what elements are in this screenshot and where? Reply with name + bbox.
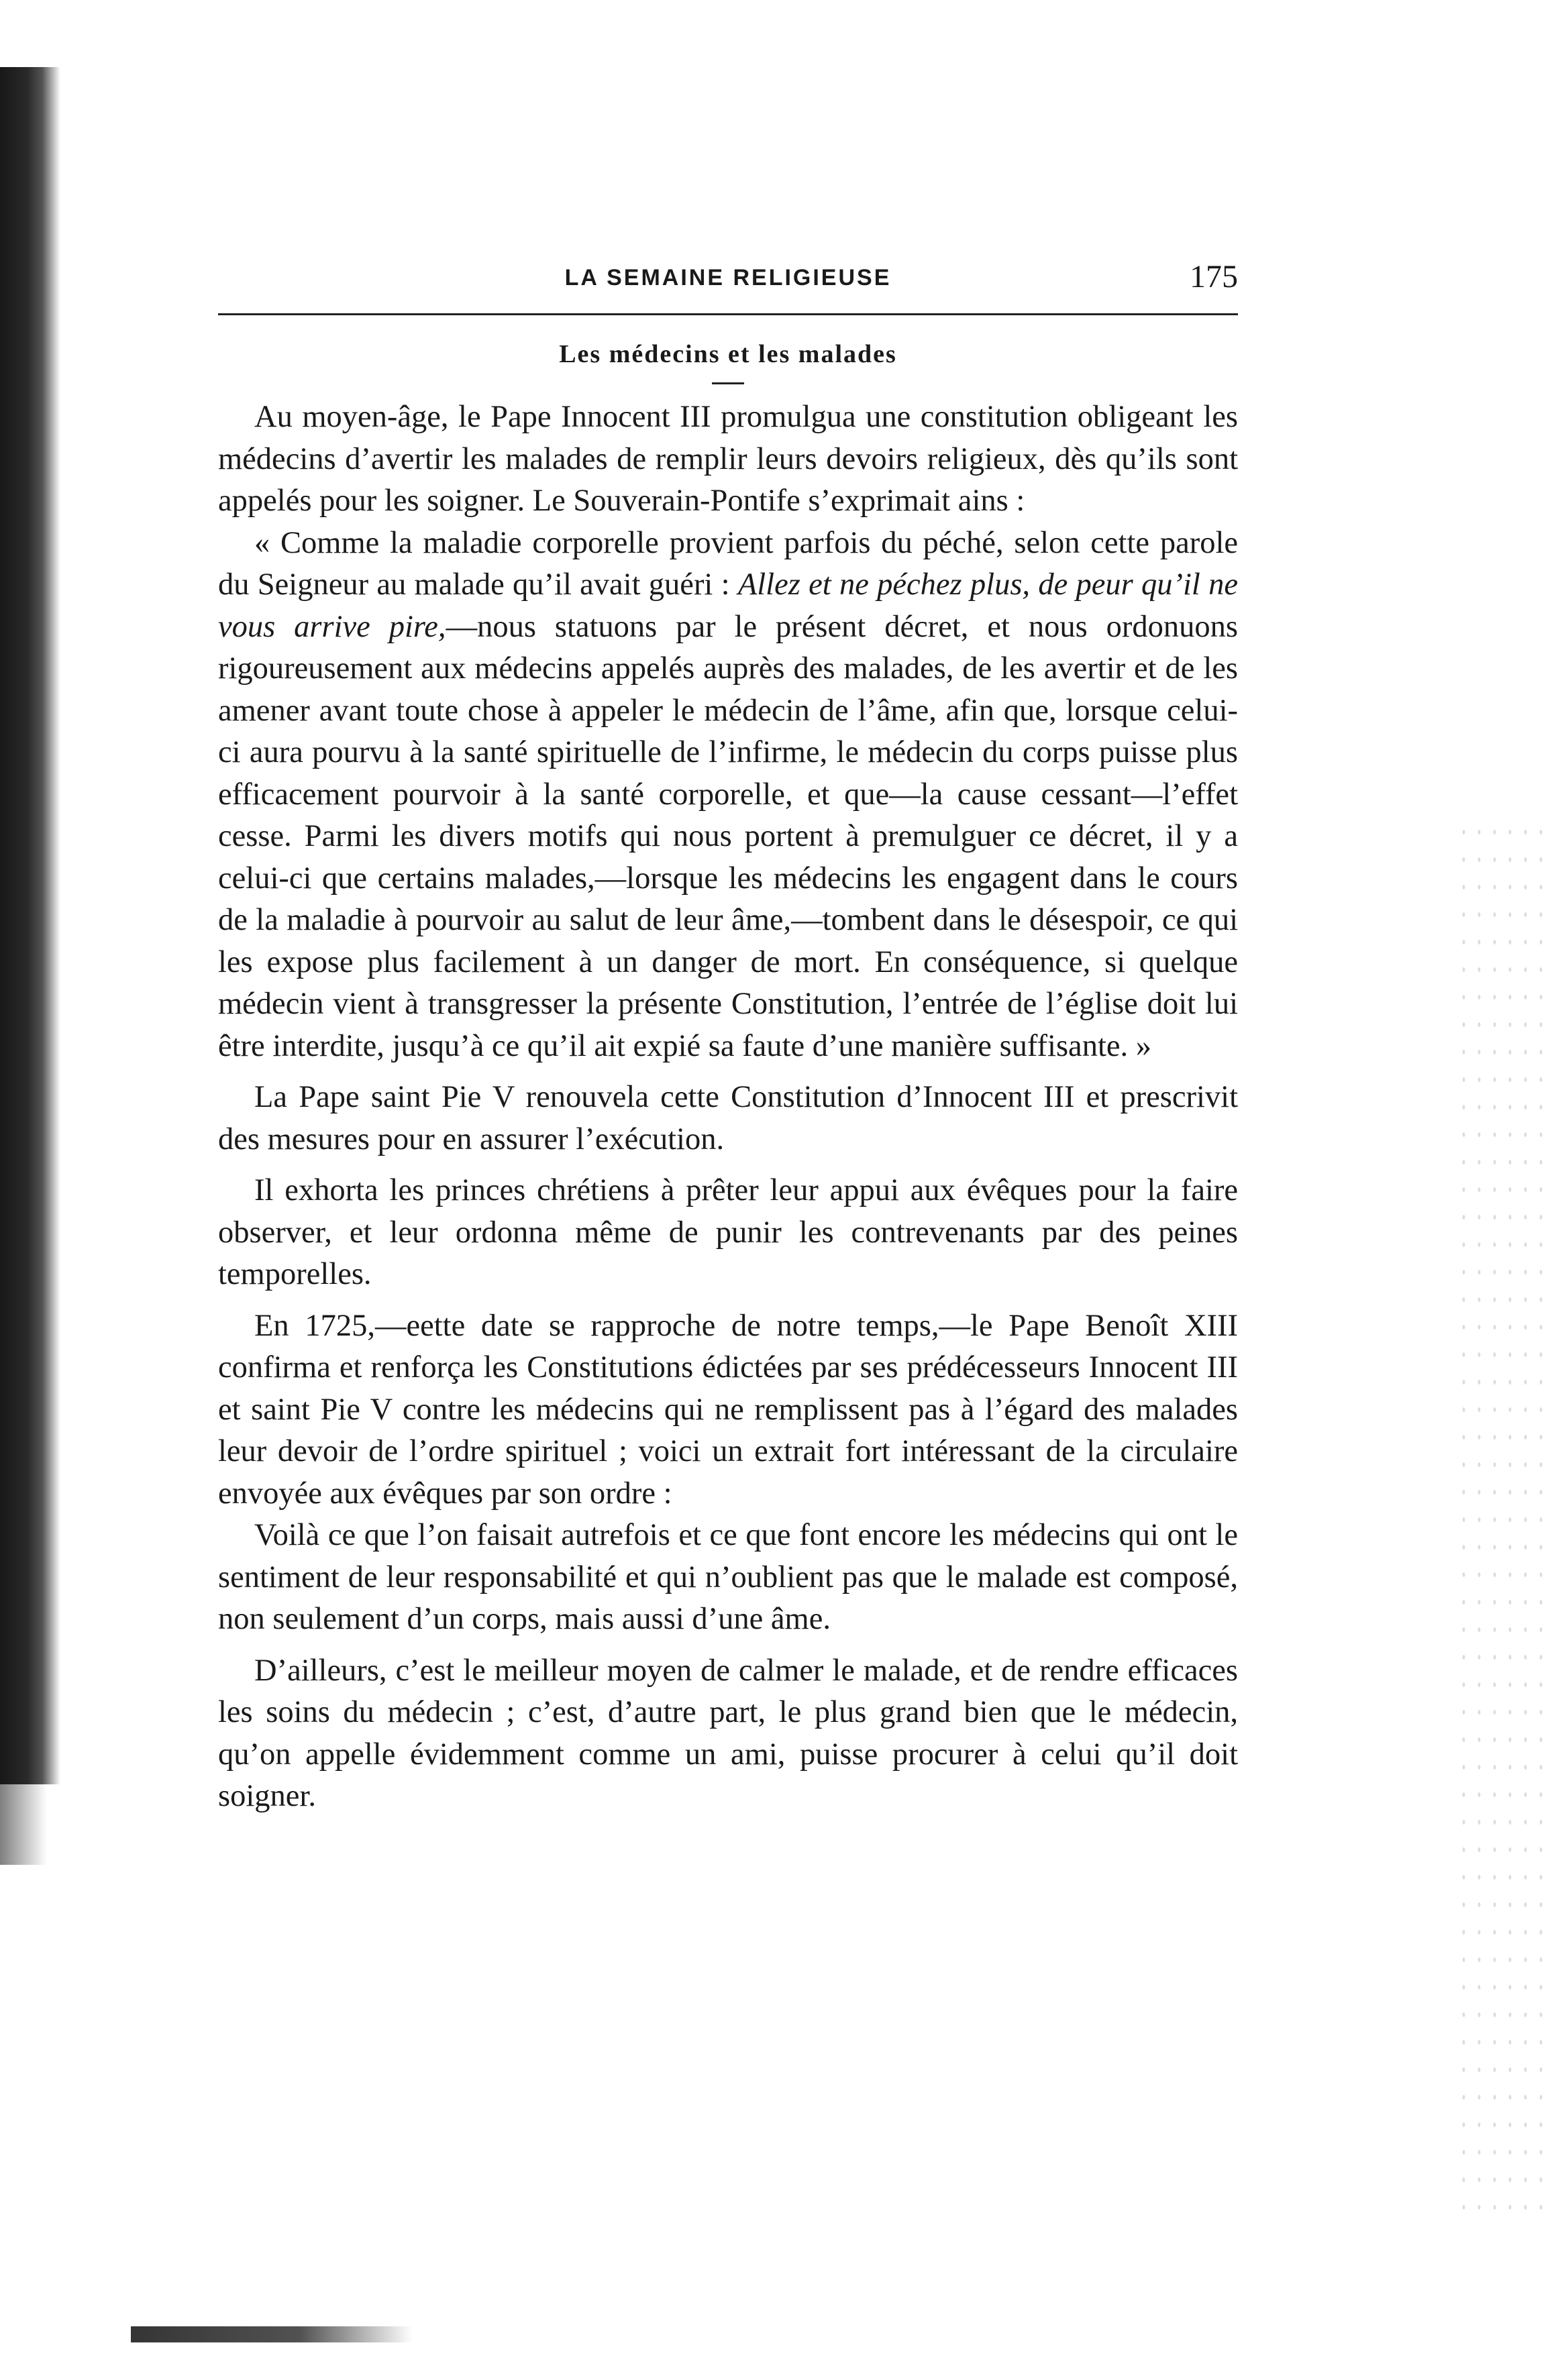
- running-header: [218, 258, 1238, 299]
- paragraph-6: Voilà ce que l’on faisait autrefois et ce que font encore les médecins qui ont le sentiment de leur responsabilité et qui n’oublient pas que le malade est composé, non seulement d’un corps, mais aussi d’une âme.: [218, 1518, 1238, 1636]
- paragraph-3: La Pape saint Pie V renouvela cette Constitution d’Innocent III et prescrivit des mesures pour en assurer l’exécution.: [218, 1080, 1238, 1156]
- header-rule: [218, 313, 1238, 315]
- quote-scripture-italic: Allez et ne péchez plus, de peur qu’il ne vous arrive pire,: [218, 567, 1238, 644]
- article-body: [218, 396, 1238, 1818]
- scan-binding-shadow-lower: [0, 1784, 47, 1865]
- paragraph-4: Il exhorta les princes chrétiens à prêter leur appui aux évêques pour la faire observer, et leur ordonna même de punir les contrevenants par des peines temporelles.: [218, 1173, 1238, 1291]
- scan-margin-noise: [1456, 818, 1543, 2214]
- scan-binding-shadow: [0, 67, 60, 1784]
- quote-text-rest: —nous statuons par le présent décret, et nous ordonuons rigoureusement aux médecins appelés auprès des malades, de les avertir et de les amener avant toute chose à appeler le médecin de l’âme, afin que, lorsque celui-ci aura pourvu à la santé spirituelle de l’infirme, le médecin du corps puisse plus efficacement pourvoir à la santé corporelle, et que—la cause cessant—l’effet cesse. Parmi les divers motifs qui nous portent à premulguer ce décret, il y a celui-ci que certains malades,—lorsque les médecins les engagent dans le cours de la maladie à pourvoir au salut de leur âme,—tombent dans le désespoir, ce qui les expose plus facilement à un danger de mort. En conséquence, si quelque médecin vient à transgresser la présente Constitution, l’entrée de l’église doit lui être interdite, jusqu’à ce qu’il ait expié sa faute d’une manière suffisante. »: [218, 609, 1238, 1063]
- book-page: [218, 258, 1238, 1818]
- running-title: LA SEMAINE RELIGIEUSE: [564, 265, 892, 290]
- title-dash: [712, 382, 744, 384]
- paragraph-7: D’ailleurs, c’est le meilleur moyen de calmer le malade, et de rendre efficaces les soins du médecin ; c’est, d’autre part, le plus grand bien que le médecin, qu’on appelle évidemment comme un ami, puisse procurer à celui qu’il doit soigner.: [218, 1653, 1238, 1813]
- paragraph-5: En 1725,—eette date se rapproche de notre temps,—le Pape Benoît XIII confirma et renforça les Constitutions édictées par ses prédécesseurs Innocent III et saint Pie V contre les médecins qui ne remplissent pas à l’égard des malades leur devoir de l’ordre spirituel ; voici un extrait fort intéressant de la circulaire envoyée aux évêques par son ordre :: [218, 1308, 1238, 1511]
- paragraph-2-quote: [218, 523, 1238, 1068]
- scan-bottom-smudge: [131, 2326, 413, 2342]
- page-number: 175: [1190, 259, 1238, 294]
- paragraph-1: Au moyen-âge, le Pape Innocent III promulgua une constitution obligeant les médecins d’avertir les malades de remplir leurs devoirs religieux, dès qu’ils sont appelés pour les soigner. Le Souverain-Pontife s’exprimait ains :: [218, 400, 1238, 518]
- article-title: Les médecins et les malades: [559, 340, 897, 368]
- quote-text-start: « Comme la maladie corporelle provient parfois du péché, selon cette parole du Seigneur au malade qu’il avait guéri :: [218, 525, 1238, 602]
